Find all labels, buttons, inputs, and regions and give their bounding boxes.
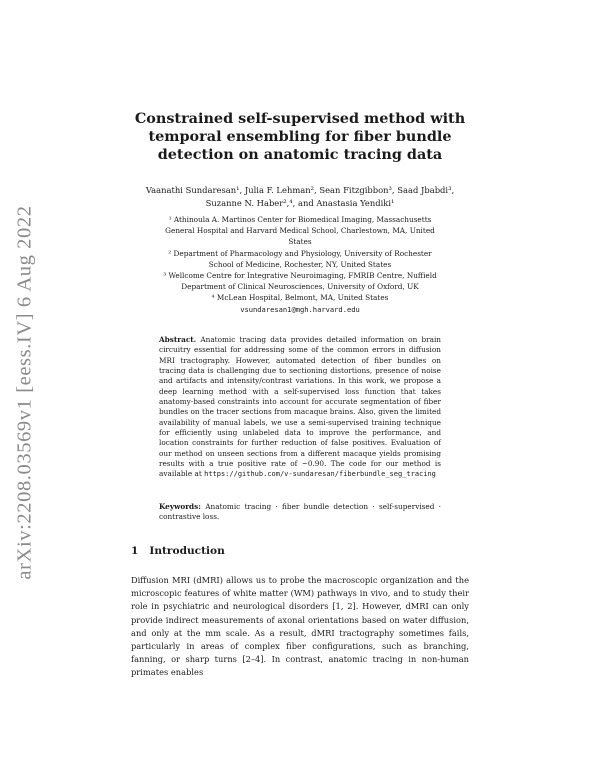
code-url-link[interactable]: https://github.com/v-sundaresan/fiberbundle_seg_tracing — [204, 470, 436, 479]
abstract-label: Abstract. — [159, 335, 197, 344]
affiliations — [162, 214, 438, 315]
affiliation-2: ² Department of Pharmacology and Physiology, University of Rochester School of Medicine, Rochester, NY, United States — [168, 248, 432, 269]
keywords-text: Anatomic tracing · fiber bundle detection · self-supervised · contrastive loss. — [159, 502, 441, 522]
arxiv-identifier-text: arXiv:2208.03569v1 [eess.IV] 6 Aug 2022 — [13, 204, 36, 580]
contact-email[interactable]: vsundaresan1@mgh.harvard.edu — [240, 304, 360, 314]
abstract-text: Anatomic tracing data provides detailed information on brain circuitry essential for addressing some of the common errors in diffusion MRI tractography. However, automated detection of fiber bundles on tracing data is challenging due to sectioning distortions, presence of noise and artifacts and intensity/contrast variations. In this work, we propose a deep learning method with a self-supervised loss function that takes anatomy-based constraints into account for accurate segmentation of fiber bundles on the tracer sections from macaque brains. Also, given the limited availability of manual labels, we use a semi-supervised training technique for efficiently using unlabeled data to improve the performance, and location constraints for further reduction of false positives. Evaluation of our method on unseen sections from a different macaque yields promising results with a true positive rate of ~0.90. The code for our method is available at — [159, 335, 441, 479]
section-number: 1 — [131, 545, 139, 557]
affiliation-3: ³ Wellcome Centre for Integrative Neuroimaging, FMRIB Centre, Nuffield Department of Clinical Neurosciences, University of Oxford, UK — [163, 271, 437, 292]
affiliation-1: ¹ Athinoula A. Martinos Center for Biomedical Imaging, Massachusetts General Hospital and Harvard Medical School, Charlestown, MA, United States — [165, 215, 435, 247]
introduction-paragraph: Diffusion MRI (dMRI) allows us to probe the macroscopic organization and the microscopic features of white matter (WM) pathways in vivo, and to study their role in psychiatric and neurological disorders [1, 2]. However, dMRI can only provide indirect measurements of axonal orientations based on water diffusion, and only at the mm scale. As a result, dMRI tractography sometimes fails, particularly in areas of complex fiber configurations, such as branching, fanning, or sharp turns [2–4]. In contrast, anatomic tracing in non-human primates enables — [131, 575, 469, 678]
author-list: Vaanathi Sundaresan¹, Julia F. Lehman², Sean Fitzgibbon³, Saad Jbabdi³, Suzanne N. Haber²,⁴, and Anastasia Yendiki¹ — [145, 185, 455, 208]
paper-title: Constrained self-supervised method with temporal ensembling for fiber bundle detection on anatomic tracing data — [134, 110, 466, 163]
keywords-label: Keywords: — [159, 502, 201, 511]
section-title: Introduction — [149, 545, 225, 557]
section-heading-introduction — [131, 544, 225, 558]
keywords — [159, 502, 441, 523]
abstract — [159, 335, 441, 480]
arxiv-identifier — [11, 158, 39, 626]
affiliation-4: ⁴ McLean Hospital, Belmont, MA, United States — [211, 293, 389, 303]
